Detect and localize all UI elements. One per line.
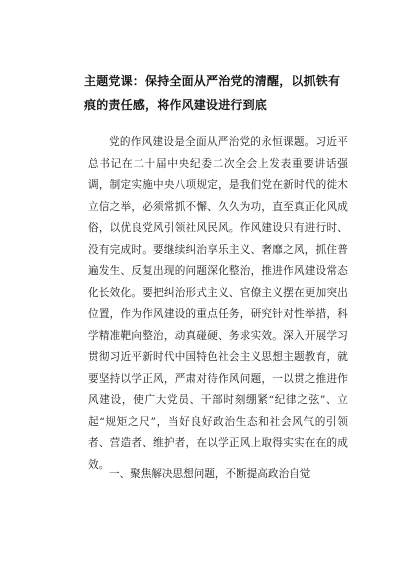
document-title: 主题党课：保持全面从严治党的清醒，以抓铁有痕的责任感，将作风建设进行到底 [84,74,341,112]
body-paragraph: 党的作风建设是全面从严治党的永恒课题。习近平总书记在二十届中央纪委二次全会上发表重要讲话强调，制定实施中央八项规定，是我们党在新时代的徙木立信之举，必须常抓不懈、久久为功，直至真正化风成俗，以优良党风引领社风民风。作风建设只有进行时、没有完成时。要继续纠治享乐主义、奢靡之风，抓住普遍发生、反复出现的问题深化整治，推进作风建设常态化长效化。要把纠治形式主义、官僚主义摆在更加突出位置，作为作风建设的重点任务，研究针对性举措，科学精准靶向整治，动真碰硬、务求实效。深入开展学习贯彻习近平新时代中国特色社会主义思想主题教育，就要坚持以学正风，严肃对待作风问题，一以贯之推进作风建设，使广大党员、干部时刻绷紧“纪律之弦”、立起“规矩之尺”，当好良好政治生态和社会风气的引领者、营造者、维护者，在以学正风上取得实实在在的成效。 [88,136,348,471]
section-heading: 一、聚焦解决思想问题，不断提高政治自觉 [109,468,311,480]
